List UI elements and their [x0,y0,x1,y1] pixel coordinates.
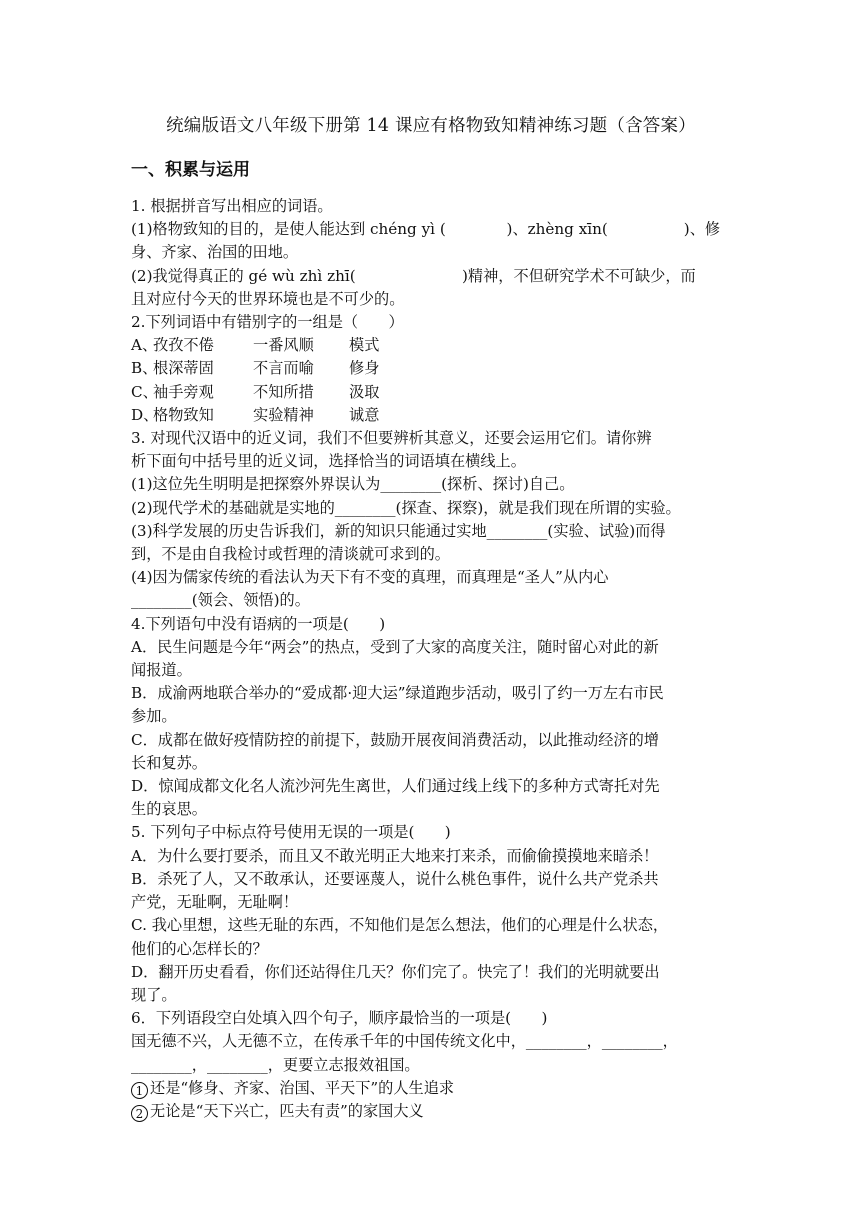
question-stem: 5. 下列句子中标点符号使用无误的一项是( ) [131,823,451,842]
option-word: 修身 [349,359,380,378]
option-c: C. 我心里想，这些无耻的东西，不知他们是怎么想法，他们的心理是什么状态， [131,916,669,935]
question-line: 国无德不兴，人无德不立，在传承千年的中国传统文化中，________，________， [131,1032,678,1051]
option-word: 诚意 [349,405,380,424]
question-1 [131,195,731,311]
question-line: 到，不是由自我检讨或哲理的清谈就可求到的。 [131,545,450,564]
option-word: 不言而喻 [253,359,314,378]
question-stem: 3. 对现代汉语中的近义词，我们不但要辨析其意义，还要会运用它们。请你辨 [131,429,652,448]
option-label: A、 [131,336,158,355]
question-3 [131,427,731,613]
question-stem: 1. 根据拼音写出相应的词语。 [131,197,333,215]
numbered-item-1 [131,1077,731,1100]
item-text: 无论是“天下兴亡，匹夫有责”的家国大义 [150,1101,424,1120]
option-c: C．成都在做好疫情防控的前提下，鼓励开展夜间消费活动，以此推动经济的增 [131,730,659,749]
option-word: 孜孜不倦 [153,336,214,355]
question-line: 身、齐家、治国的田地。 [131,243,299,262]
option-word: 汲取 [349,382,380,401]
option-b: B．成渝两地联合举办的“爱成都·迎大运”绿道跑步活动，吸引了约一万左右市民 [131,684,664,703]
option-c-cont: 他们的心怎样长的？ [131,939,268,958]
question-stem: 4.下列语句中没有语病的一项是( ) [131,614,386,633]
question-line: (1)这位先生明明是把探察外界误认为________(探析、探讨)自己。 [131,475,575,494]
option-word: 实验精神 [253,405,314,424]
question-line: (2)我觉得真正的 gé wù zhì zhī( )精神，不但研究学术不可缺少，而 [131,266,696,285]
option-d-cont: 生的哀思。 [131,800,207,819]
option-word: 格物致知 [153,405,214,424]
option-d-cont: 现了。 [131,985,177,1004]
option-d [131,404,731,427]
option-word: 袖手旁观 [153,382,214,401]
option-b: B．杀死了人，又不敢承认，还要诬蔑人，说什么桃色事件，说什么共产党杀共 [131,869,659,888]
option-c-cont: 长和复苏。 [131,753,207,772]
question-stem: 析下面句中括号里的近义词，选择恰当的词语填在横线上。 [131,452,526,471]
option-b-cont: 参加。 [131,707,177,726]
question-line: ________，________，更要立志报效祖国。 [131,1055,420,1074]
question-line: ________(领会、领悟)的。 [131,591,310,610]
option-word: 根深蒂固 [153,359,214,378]
option-a: A．民生问题是今年“两会”的热点，受到了大家的高度关注，随时留心对此的新 [131,637,659,656]
option-word: 不知所措 [253,382,314,401]
question-4 [131,613,731,822]
question-2 [131,311,731,427]
option-word: 模式 [349,336,380,355]
question-line: (1)格物致知的目的，是使人能达到 chéng yì ( )、zhèng xīn( )、修 [131,220,721,239]
option-word: 一番风顺 [253,336,314,355]
document-body [131,112,731,1123]
circled-number: 1 [131,1082,148,1099]
option-a-cont: 闻报道。 [131,661,192,680]
option-label: B、 [131,359,158,378]
option-label: D、 [131,405,159,424]
question-line: (4)因为儒家传统的看法认为天下有不变的真理，而真理是“圣人”从内心 [131,568,609,587]
section-heading: 一、积累与运用 [131,160,250,180]
option-b-cont: 产党，无耻啊，无耻啊！ [131,893,299,912]
question-line: 且对应付今天的世界环境也是不可少的。 [131,289,405,308]
item-text: 还是“修身、齐家、治国、平天下”的人生追求 [150,1078,455,1097]
circled-number: 2 [131,1105,148,1122]
option-c [131,381,731,404]
question-line: (3)科学发展的历史告诉我们，新的知识只能通过实地________(实验、试验)而得 [131,521,666,540]
numbered-item-2 [131,1100,731,1123]
question-line: (2)现代学术的基础就是实地的________(探查、探察)，就是我们现在所谓的实验。 [131,498,681,517]
option-label: C、 [131,382,158,401]
option-a: A．为什么要打要杀，而且又不敢光明正大地来打来杀，而偷偷摸摸地来暗杀！ [131,846,659,865]
question-5 [131,821,731,1007]
document-title: 统编版语文八年级下册第 14 课应有格物致知精神练习题（含答案） [166,116,696,136]
question-6 [131,1007,731,1123]
question-stem: 2.下列词语中有错别字的一组是（ ） [131,313,404,332]
option-b [131,357,731,380]
question-stem: 6．下列语段空白处填入四个句子，顺序最恰当的一项是( ) [131,1009,548,1028]
option-d: D．惊闻成都文化名人流沙河先生离世，人们通过线上线下的多种方式寄托对先 [131,777,660,796]
option-a [131,334,731,357]
option-d: D．翻开历史看看，你们还站得住几天？你们完了。快完了！我们的光明就要出 [131,962,660,981]
